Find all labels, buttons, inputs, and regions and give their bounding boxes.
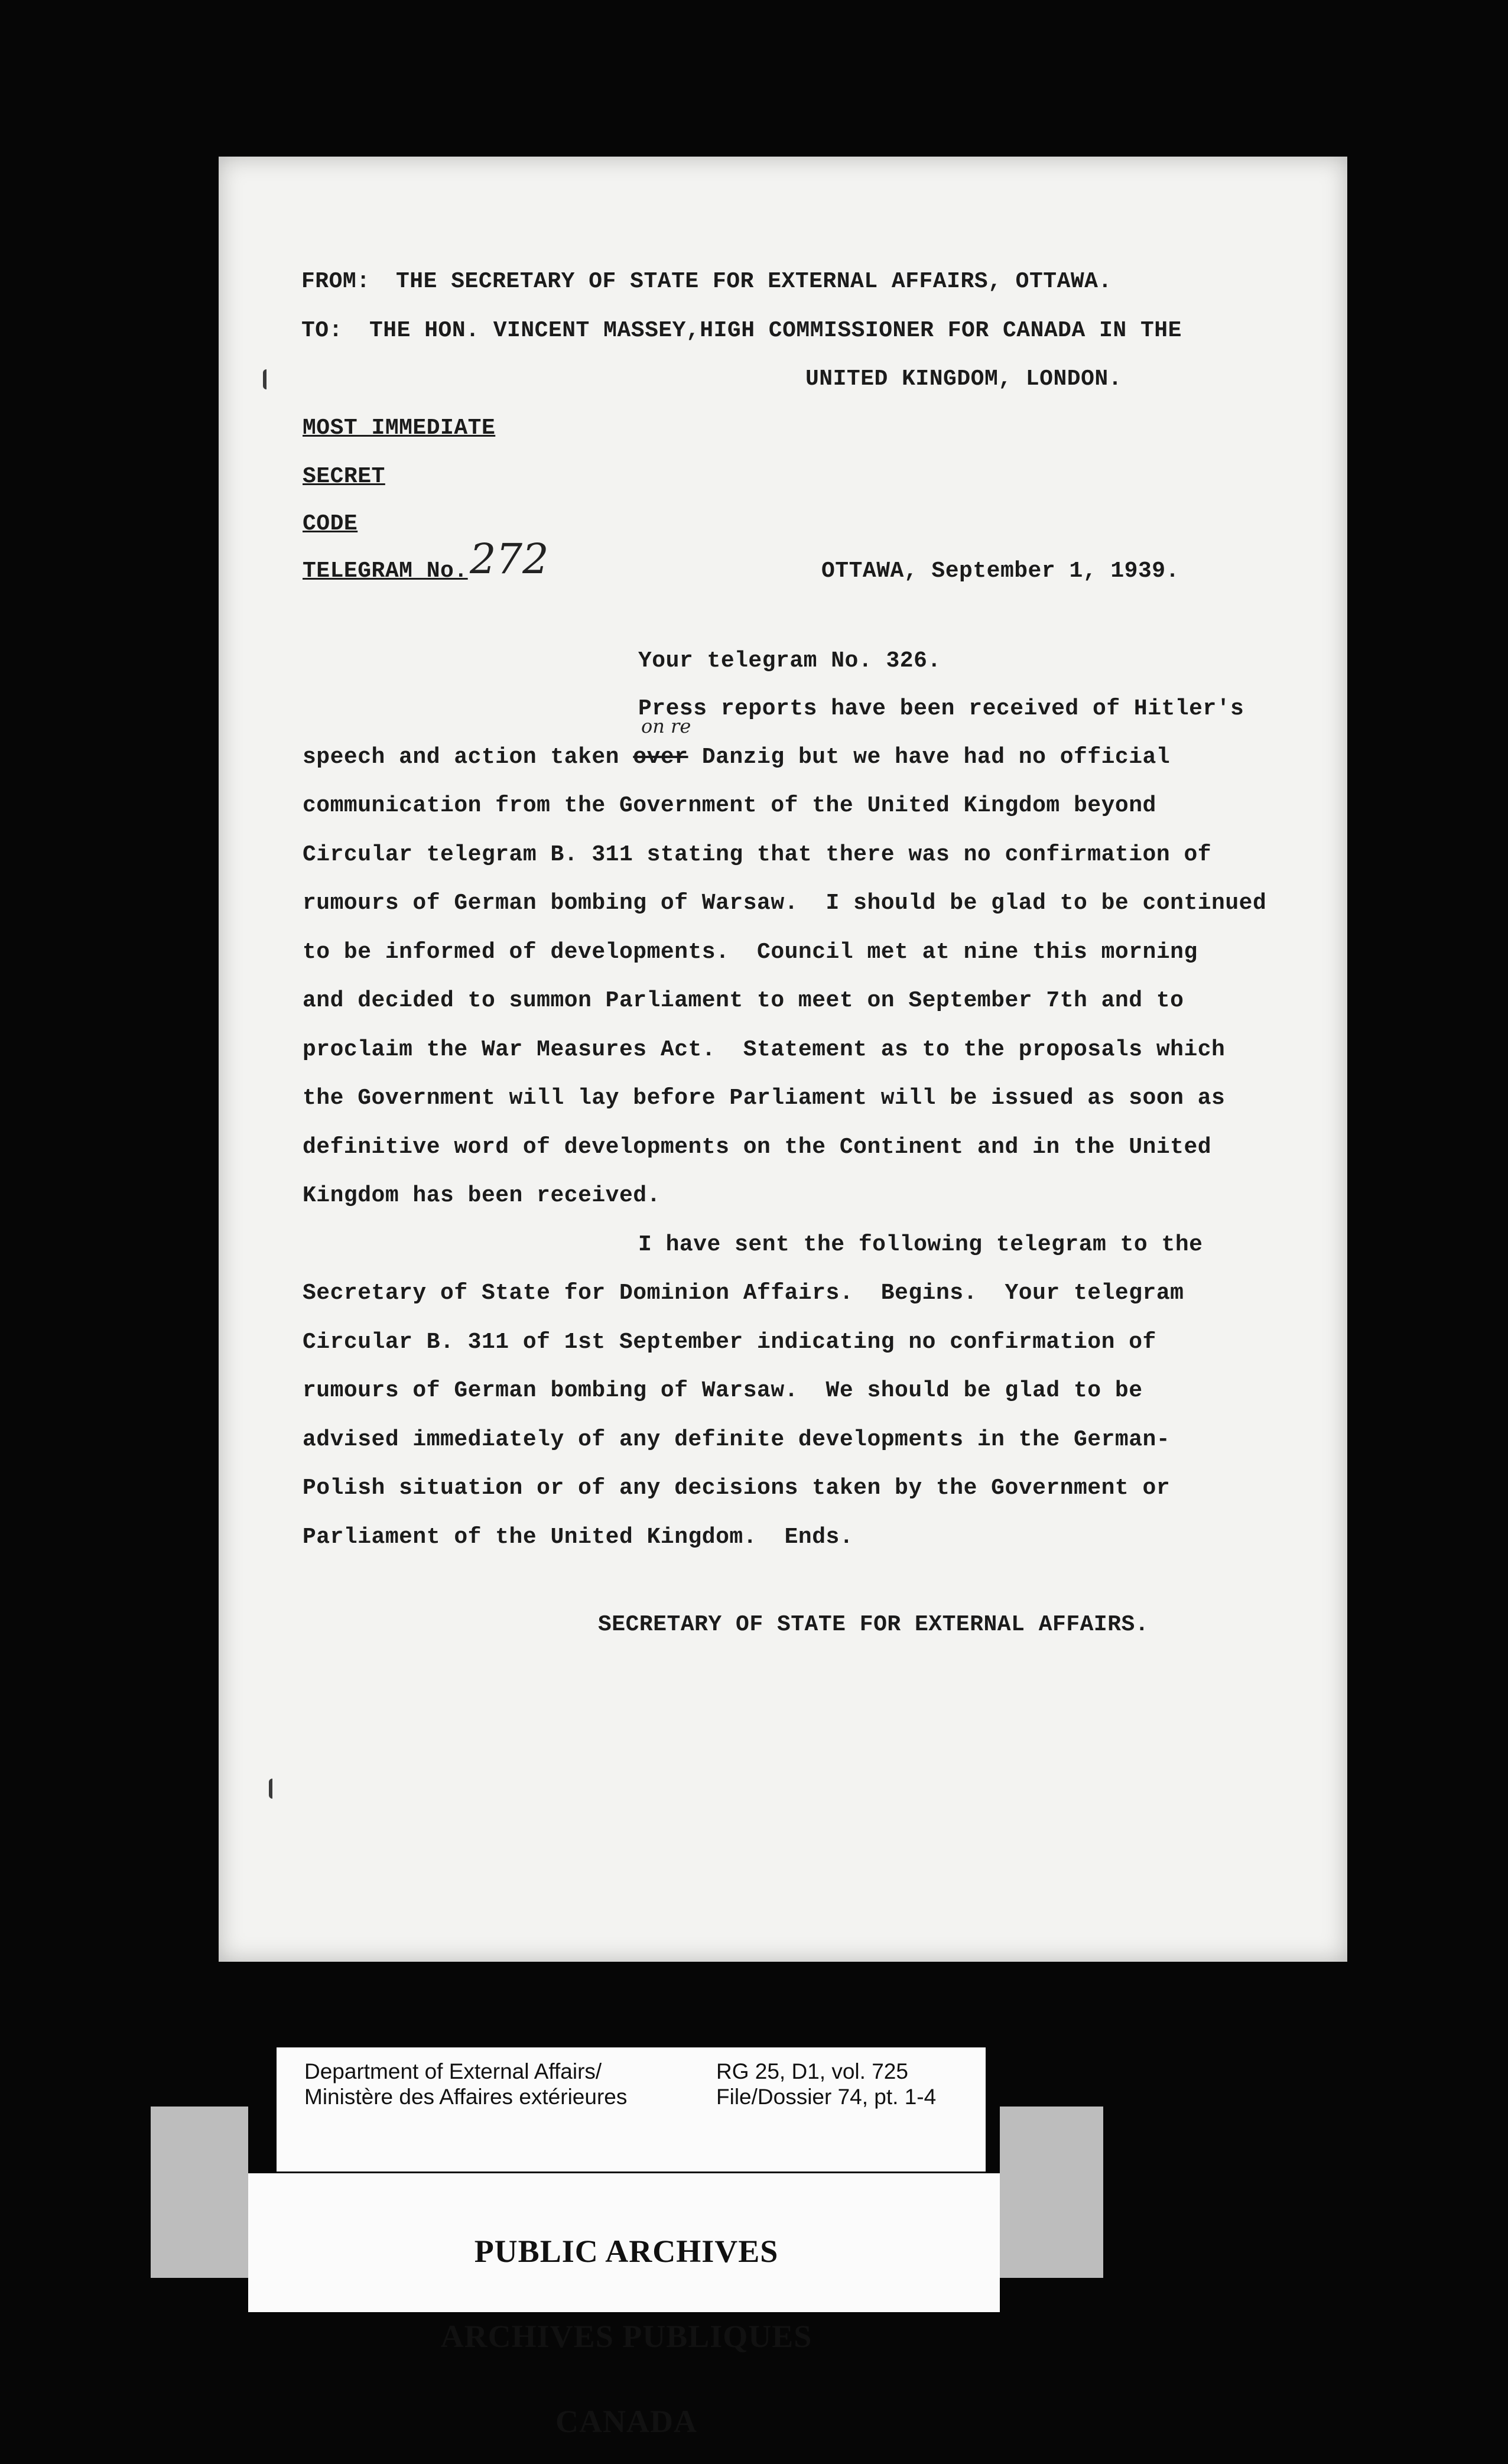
department-english: Department of External Affairs/ xyxy=(304,2059,602,2083)
priority-label: MOST IMMEDIATE xyxy=(303,415,496,441)
to-label: TO: xyxy=(301,318,343,343)
body-line: the Government will lay before Parliament will be issued as soon as xyxy=(303,1085,1226,1111)
department-french: Ministère des Affaires extérieures xyxy=(304,2085,628,2109)
body-line: Kingdom has been received. xyxy=(303,1183,661,1208)
body-line: communication from the Government of the United Kingdom beyond xyxy=(303,793,1156,818)
body-line: Circular B. 311 of 1st September indicating no confirmation of xyxy=(303,1329,1156,1355)
body-line: Polish situation or of any decisions taken by the Government or xyxy=(303,1475,1171,1501)
stamp-line: CANADA xyxy=(555,2404,697,2439)
left-grey-tab xyxy=(151,2107,248,2278)
telegram-number-label: TELEGRAM No. xyxy=(303,558,468,584)
body-line: Parliament of the United Kingdom. Ends. xyxy=(303,1524,854,1550)
signature: SECRETARY OF STATE FOR EXTERNAL AFFAIRS. xyxy=(598,1612,1149,1637)
margin-bracket-mark xyxy=(263,369,272,389)
body-line: Press reports have been received of Hitler's xyxy=(638,696,1244,721)
stamp-line: ARCHIVES PUBLIQUES xyxy=(440,2319,812,2354)
archive-stamp xyxy=(414,2180,839,2464)
body-line: and decided to summon Parliament to meet on September 7th and to xyxy=(303,988,1184,1013)
record-group-reference: RG 25, D1, vol. 725 xyxy=(716,2059,908,2083)
body-line: to be informed of developments. Council met at nine this morning xyxy=(303,940,1198,965)
body-line: advised immediately of any definite developments in the German- xyxy=(303,1427,1171,1452)
from-label: FROM: xyxy=(301,269,370,294)
body-line: rumours of German bombing of Warsaw. I should be glad to be continued xyxy=(303,890,1267,916)
body-line: definitive word of developments on the Continent and in the United xyxy=(303,1135,1212,1160)
to-value-line1: THE HON. VINCENT MASSEY,HIGH COMMISSIONER FOR CANADA IN THE xyxy=(369,318,1182,343)
body-line-part: Danzig but we have had no official xyxy=(688,745,1171,770)
body-line: Circular telegram B. 311 stating that there was no confirmation of xyxy=(303,842,1212,867)
body-line-part: speech and action taken xyxy=(303,745,633,770)
security-label: SECRET xyxy=(303,464,385,489)
right-grey-tab xyxy=(1000,2107,1103,2278)
reference-line: Your telegram No. 326. xyxy=(638,648,941,674)
to-value-line2: UNITED KINGDOM, LONDON. xyxy=(805,366,1122,392)
telegram-number-handwritten: 272 xyxy=(470,535,549,583)
body-line: I have sent the following telegram to the xyxy=(638,1232,1203,1257)
body-line: rumours of German bombing of Warsaw. We should be glad to be xyxy=(303,1378,1143,1403)
stamp-line: PUBLIC ARCHIVES xyxy=(474,2234,779,2269)
margin-bracket-mark xyxy=(269,1779,278,1799)
file-reference: File/Dossier 74, pt. 1-4 xyxy=(716,2085,937,2109)
body-line: Secretary of State for Dominion Affairs. Begins. Your telegram xyxy=(303,1280,1184,1306)
from-value: THE SECRETARY OF STATE FOR EXTERNAL AFFAIRS, OTTAWA. xyxy=(396,269,1112,294)
body-line: proclaim the War Measures Act. Statement as to the proposals which xyxy=(303,1037,1226,1062)
handwritten-insertion: on re xyxy=(641,715,691,737)
body-line-with-correction xyxy=(303,745,1170,770)
struck-word: over xyxy=(633,745,688,770)
method-label: CODE xyxy=(303,511,358,537)
place-date: OTTAWA, September 1, 1939. xyxy=(821,558,1179,584)
